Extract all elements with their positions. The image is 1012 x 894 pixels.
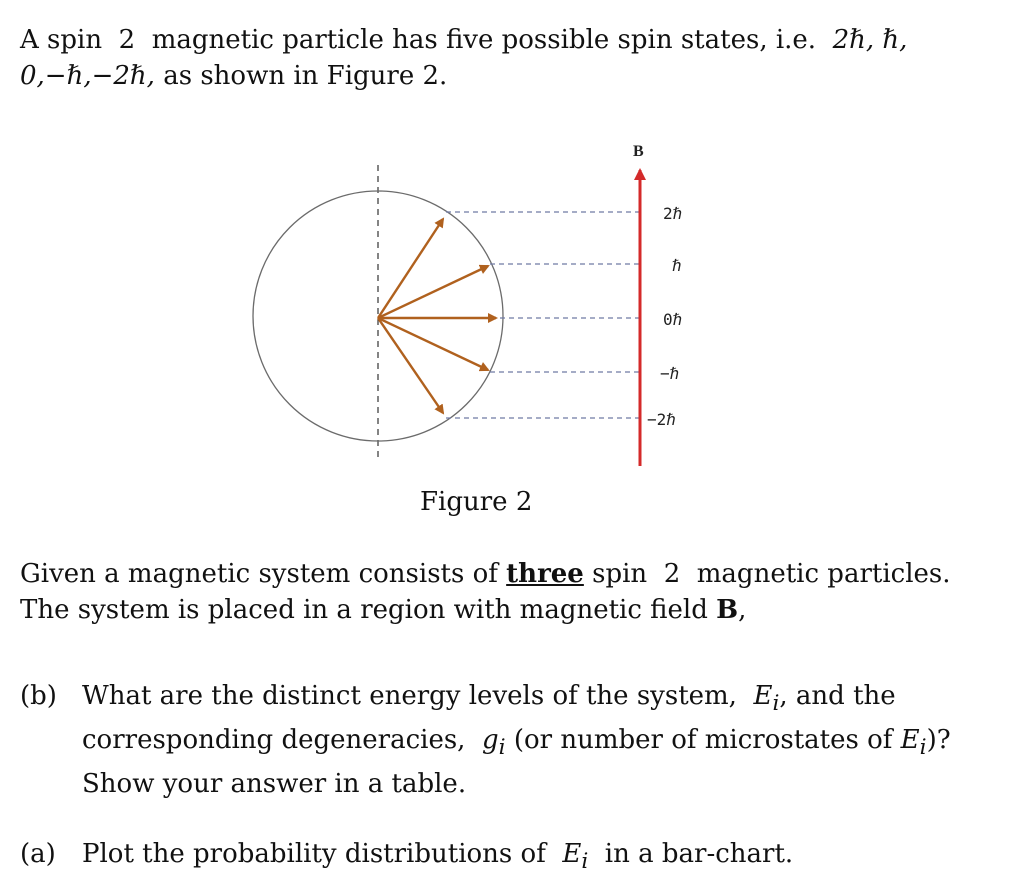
question-a-text	[82, 836, 982, 880]
question-a-text-b: in a bar-chart.	[604, 839, 794, 869]
intro-text-b: magnetic particle has five possible spin states, i.e.	[151, 25, 817, 55]
three-underlined: three	[506, 559, 584, 589]
intro-text-tail: as shown in Figure 2.	[163, 61, 448, 91]
question-b-line2c: )?	[926, 725, 951, 756]
question-a-text-a: Plot the probability distributions of	[82, 839, 546, 869]
energy-Ei-2-sub: i	[919, 735, 927, 761]
question-b-line3: Show your answer in a table.	[82, 769, 467, 800]
energy-Ei-a: E	[562, 839, 582, 869]
given-text-b: spin	[592, 559, 648, 589]
question-b-label: (b)	[20, 681, 57, 711]
level-label-2h: 2ℏ	[663, 204, 683, 223]
level-label-0: 0ℏ	[663, 310, 683, 329]
energy-Ei-2: E	[900, 725, 920, 756]
question-b-line2a: corresponding degeneracies,	[82, 725, 466, 756]
field-label: B	[633, 143, 644, 160]
energy-Ei-sub: i	[772, 691, 780, 717]
energy-Ei: E	[753, 681, 773, 711]
given-field-B: B	[716, 595, 739, 625]
spin-value: 2	[118, 25, 136, 55]
spin-states-2: 0,−ℏ,−2ℏ,	[20, 61, 155, 91]
given-paragraph	[20, 556, 980, 628]
figure-caption: Figure 2	[420, 487, 533, 517]
given-text-line2: The system is placed in a region with magnetic field	[20, 595, 708, 625]
level-label-minus-h: −ℏ	[660, 364, 680, 383]
question-b-line2b: (or number of microstates of	[513, 725, 893, 756]
question-b-line1b: , and the	[779, 681, 896, 711]
given-spin-value: 2	[663, 559, 681, 589]
given-text-a: Given a magnetic system consists of	[20, 559, 498, 589]
intro-text-a: A spin	[20, 25, 103, 55]
energy-Ei-a-sub: i	[581, 849, 589, 875]
given-text-c: magnetic particles.	[696, 559, 951, 589]
spin-states-1: 2ℏ, ℏ,	[832, 25, 908, 55]
question-b-text	[82, 678, 982, 802]
given-line2-end: ,	[738, 595, 747, 625]
level-label-h: ℏ	[672, 256, 682, 275]
question-a-label: (a)	[20, 839, 56, 869]
degeneracy-gi: g	[481, 725, 499, 756]
level-label-minus-2h: −2ℏ	[647, 410, 676, 429]
degeneracy-gi-sub: i	[498, 735, 506, 761]
question-b-line1a: What are the distinct energy levels of the system,	[82, 681, 737, 711]
